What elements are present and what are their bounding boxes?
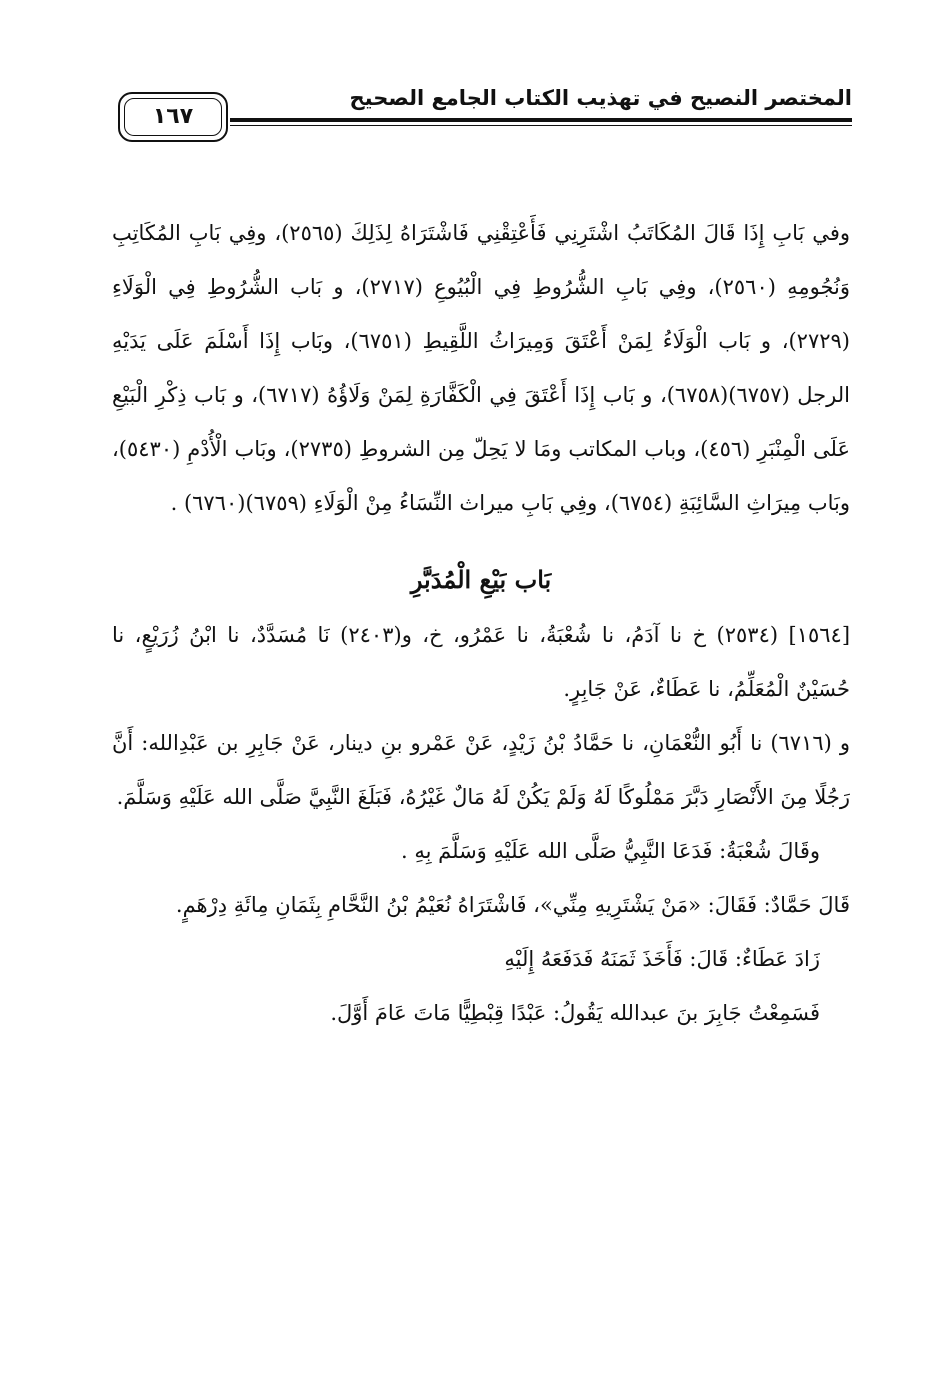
line-shuba: وقَالَ شُعْبَةُ: فَدَعَا النَّبِيُّ صَلَّى الله عَلَيْهِ وَسَلَّمَ بِهِ .	[401, 839, 820, 863]
line-hammad: قَالَ حَمَّادٌ: فَقَالَ: «مَنْ يَشْتَرِيهِ مِنِّي»، فَاشْتَرَاهُ نُعَيْمُ بْنُ النَّحَّامِ بِثَمَانِ مِائَةِ دِرْهَمٍ.	[175, 893, 850, 917]
page-number-box	[118, 92, 228, 142]
header-rule-thin	[230, 125, 852, 126]
page-header	[118, 80, 852, 150]
line-jabir: فَسَمِعْتُ جَابِرَ بنَ عبدالله يَقُولُ: عَبْدًا قِبْطِيًّا مَاتَ عَامَ أَوَّلَ.	[330, 1001, 820, 1025]
page-number: ١٦٧	[152, 104, 194, 129]
hadith-chain-2: و (٦٧١٦) نا أَبُو النُّعْمَانِ، نا حَمَّادُ بْنُ زَيْدٍ، عَنْ عَمْرو بنِ دينار، عَنْ جَابِرِ بن عَبْدِالله: أَنَّ رَجُلًا مِنَ الأَنْصَارِ دَبَّرَ مَمْلُوكًا لَهُ وَلَمْ يَكُنْ لَهُ مَالٌ غَيْرُهُ، فَبَلَغَ النَّبِيَّ صَلَّى الله عَلَيْهِ وَسَلَّمَ.	[112, 731, 850, 809]
hadith-chain-1: [١٥٦٤] (٢٥٣٤) خ نا آدَمُ، نا شُعْبَةُ، نا عَمْرُو، خ، و(٢٤٠٣) نَا مُسَدَّدٌ، نا ابْنُ زُرَيْعٍ، نا حُسَيْنٌ الْمُعَلِّمُ، نا عَطَاءٌ، عَنْ جَابِرٍ.	[112, 623, 851, 701]
page-body	[112, 206, 850, 1040]
header-rule-thick	[230, 118, 852, 122]
line-ata: زَادَ عَطَاءٌ: قَالَ: فَأَخَذَ ثَمَنَهُ فَدَفَعَهُ إِلَيْهِ	[504, 947, 820, 971]
intro-paragraph: وفي بَابِ إِذَا قَالَ المُكَاتَبُ اشْتَرِنِي فَأَعْتِقْنِي فَاشْتَرَاهُ لِذَلِكَ (٢٥٦٥)، وفِي بَابِ المُكَاتِبِ وَنُجُومِهِ (٢٥٦٠)، وفِي بَابِ الشُّرُوطِ فِي الْبُيُوعِ (٢٧١٧)، و بَاب الشُّرُوطِ فِي الْوَلَاءِ (٢٧٢٩)، و بَاب الْوَلَاءُ لِمَنْ أَعْتَقَ وَمِيرَاثُ اللَّقِيطِ (٦٧٥١)، وبَاب إِذَا أَسْلَمَ عَلَى يَدَيْهِ الرجل (٦٧٥٧)(٦٧٥٨)، و بَاب إِذَا أَعْتَقَ فِي الْكَفَّارَةِ لِمَنْ وَلَاؤُهُ (٦٧١٧)، و بَاب ذِكْرِ الْبَيْعِ عَلَى الْمِنْبَرِ (٤٥٦)، وباب المكاتب ومَا لا يَحِلّ مِن الشروطِ (٢٧٣٥)، وبَاب الْأُدْمِ (٥٤٣٠)، وبَاب مِيرَاثِ السَّائِبَةِ (٦٧٥٤)، وفِي بَابِ ميراث النِّسَاءُ مِنْ الْوَلَاءِ (٦٧٥٩)(٦٧٦٠) .	[112, 221, 851, 515]
section-heading: بَاب بَيْعِ الْمُدَبَّرِ	[410, 565, 552, 594]
running-title: المختصر النصيح في تهذيب الكتاب الجامع الصحيح	[349, 86, 852, 110]
